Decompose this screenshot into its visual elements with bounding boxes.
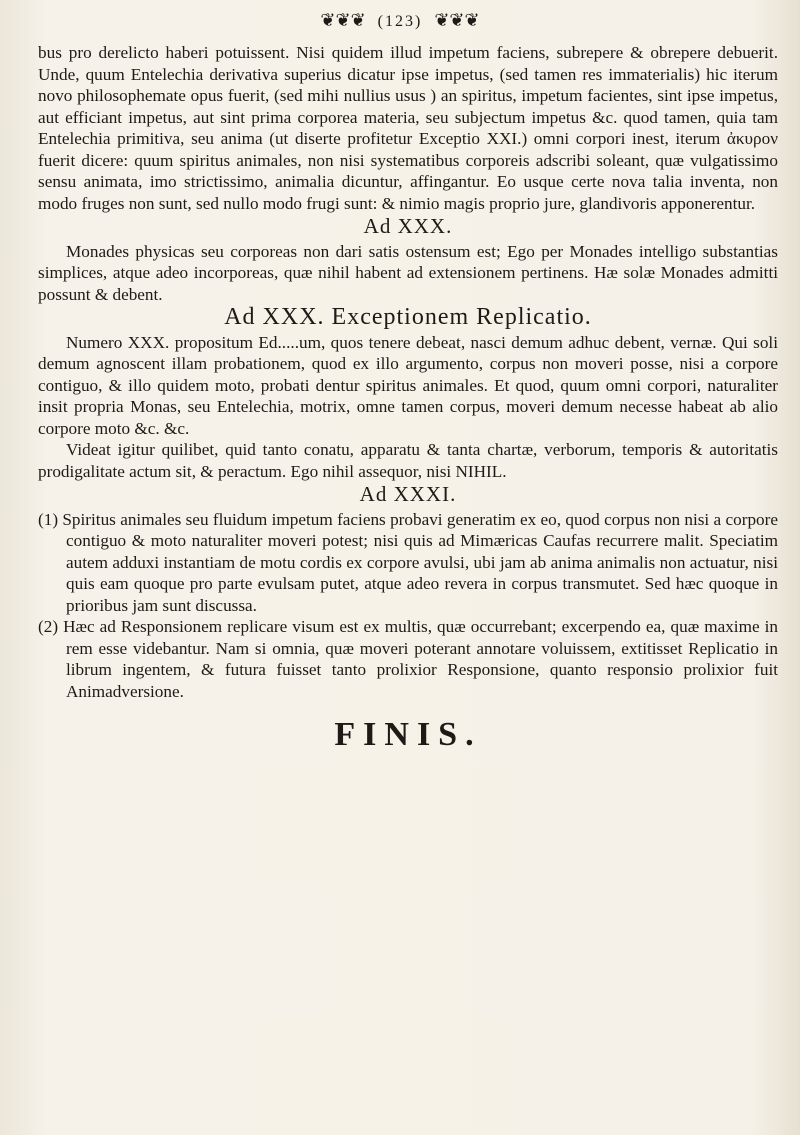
- page-number: (123): [377, 13, 423, 30]
- paragraph: Monades physicas seu corporeas non dari satis ostensum est; Ego per Monades intelligo substantias simplices, atque adeo incorporeas, quæ nihil habent ad extensionem pertinens. Hæ solæ Monades admitti possunt & debent.: [38, 241, 778, 304]
- paragraph: (1) Spiritus animales seu fluidum impetum faciens probavi generatim ex eo, quod corpus non nisi a corpore contiguo & moto naturaliter moveri potest; nisi quis ad Mimæricas Caufas recurrere malit. Speciatim autem adduxi instantiam de motu cordis ex corpore avulsi, ubi jam ab anima animalis non actuatur, nisi quis eam quoque pro parte evulsam putet, atque adeo revera in corpus transmutet. Sed hæc quoque in prioribus jam sunt discussa.: [38, 509, 778, 615]
- ornament-right: ❦❦❦: [434, 10, 480, 30]
- paragraph: (2) Hæc ad Responsionem replicare visum est ex multis, quæ occurrebant; excerpendo ea, quæ maxime in rem esse videbantur. Nam si omnia, quæ moveri poterant annotare voluissem, extitisset Replicatio in librum ingentem, & futura fuisset tanto prolixior Responsione, quanto responsio prolixior fuit Animadversione.: [38, 617, 778, 701]
- page-header: [0, 10, 800, 31]
- section-heading: Ad XXX. Exceptionem Replicatio.: [224, 304, 592, 330]
- paragraph: Numero XXX. propositum Ed.....um, quos tenere debeat, nasci demum adhuc debent, vernæ. Qui soli demum agnoscent illam probationem, quod ex illo argumento, corpus non moveri posse, nisi a corpore contiguo, & illo quidem moto, probati dentur spiritus animales. Et quod, quum omni corpori, naturaliter insit propria Monas, seu Entelechia, motrix, omne tamen corpus, moveri demum necesse habeat ab alio corpore moto &c. &c.: [38, 332, 778, 438]
- ornament-left: ❦❦❦: [320, 10, 366, 30]
- paragraph: bus pro derelicto haberi potuissent. Nisi quidem illud impetum faciens, subrepere & obrepere debuerit. Unde, quum Entelechia derivativa superius dicatur ipse impetus, (sed tamen res immaterialis) hic iterum novo philosophemate opus fuerit, (sed mihi nullius usus ) an spiritus, impetum facientes, sint ipse impetus, aut efficiant impetus, aut sint prima corporea materia, seu subjectum impetus &c. quod tamen, quia tam Entelechia primitiva, seu anima (ut diserte profitetur Exceptio XXI.) omni corpori inest, iterum ἀκυρον fuerit dicere: quum spiritus animales, non nisi systematibus corporeis adscribi soleant, quæ vulgatissimo sensu animata, imo strictissimo, animalia dicuntur, affingantur. Eo usque certe nova talia inventa, non modo fruges non sunt, sed nullo modo frugi sunt: & nimio magis proprio jure, glandivoris apponerentur.: [38, 43, 778, 213]
- section-heading: Ad XXXI.: [359, 482, 457, 506]
- section-heading: Ad XXX.: [363, 214, 453, 238]
- body-text: [38, 42, 778, 753]
- paragraph: Videat igitur quilibet, quid tanto conatu, apparatu & tanta chartæ, verborum, temporis & autoritatis prodigalitate actum sit, & peractum. Ego nihil assequor, nisi NIHIL.: [38, 440, 778, 481]
- finis-closing: FINIS.: [334, 716, 482, 753]
